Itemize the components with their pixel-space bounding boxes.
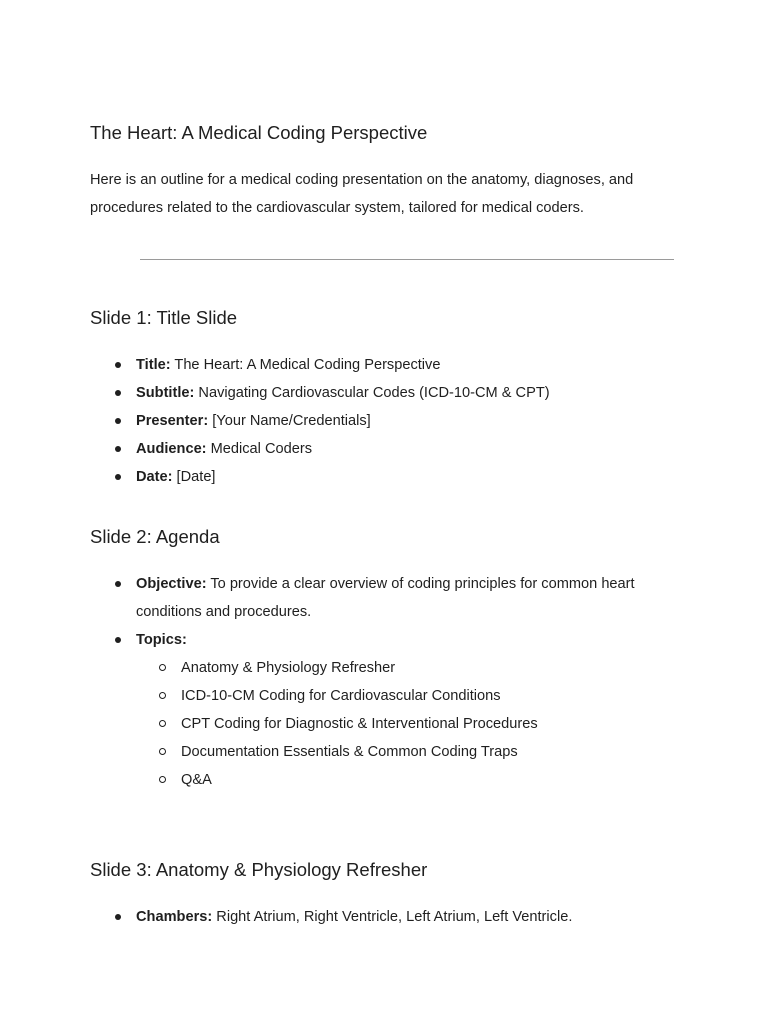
slide-1-heading: Slide 1: Title Slide: [90, 307, 238, 328]
sublist-item: Q&A: [136, 766, 690, 794]
topics-sublist: [136, 654, 690, 794]
item-label: Objective:: [136, 576, 207, 592]
horizontal-divider: [140, 259, 674, 260]
item-text: Medical Coders: [206, 441, 312, 457]
list-item: [90, 407, 690, 435]
item-label: Title:: [136, 357, 171, 373]
item-text: To provide a clear overview of coding principles for common heart conditions and procedures.: [136, 576, 635, 620]
list-item: [90, 463, 690, 491]
item-text: Right Atrium, Right Ventricle, Left Atrium, Left Ventricle.: [212, 909, 573, 925]
item-label: Chambers:: [136, 909, 213, 925]
slide-2-list: [90, 570, 690, 794]
item-text: [Your Name/Credentials]: [208, 413, 371, 429]
slide-3-heading: Slide 3: Anatomy & Physiology Refresher: [90, 859, 428, 880]
item-label: Presenter:: [136, 413, 209, 429]
intro-paragraph: Here is an outline for a medical coding presentation on the anatomy, diagnoses, and procedures related to the cardiovascular system, tailored for medical coders.: [90, 172, 634, 216]
list-item: [90, 626, 690, 794]
item-text: Navigating Cardiovascular Codes (ICD-10-CM & CPT): [194, 385, 550, 401]
sublist-item: CPT Coding for Diagnostic & Interventional Procedures: [136, 710, 690, 738]
item-label: Date:: [136, 469, 173, 485]
slide-1-list: [90, 351, 690, 491]
sublist-item: Anatomy & Physiology Refresher: [136, 654, 690, 682]
sublist-item: Documentation Essentials & Common Coding Traps: [136, 738, 690, 766]
list-item: [90, 903, 690, 931]
slide-2-heading: Slide 2: Agenda: [90, 526, 220, 547]
sublist-item: ICD-10-CM Coding for Cardiovascular Conditions: [136, 682, 690, 710]
list-item: [90, 570, 690, 626]
item-text: [Date]: [172, 469, 216, 485]
item-text: The Heart: A Medical Coding Perspective: [170, 357, 441, 373]
item-label: Subtitle:: [136, 385, 195, 401]
list-item: [90, 435, 690, 463]
list-item: [90, 351, 690, 379]
document-title: The Heart: A Medical Coding Perspective: [90, 122, 428, 143]
item-label: Topics:: [136, 632, 187, 648]
item-label: Audience:: [136, 441, 207, 457]
slide-3-list: [90, 903, 690, 931]
list-item: [90, 379, 690, 407]
